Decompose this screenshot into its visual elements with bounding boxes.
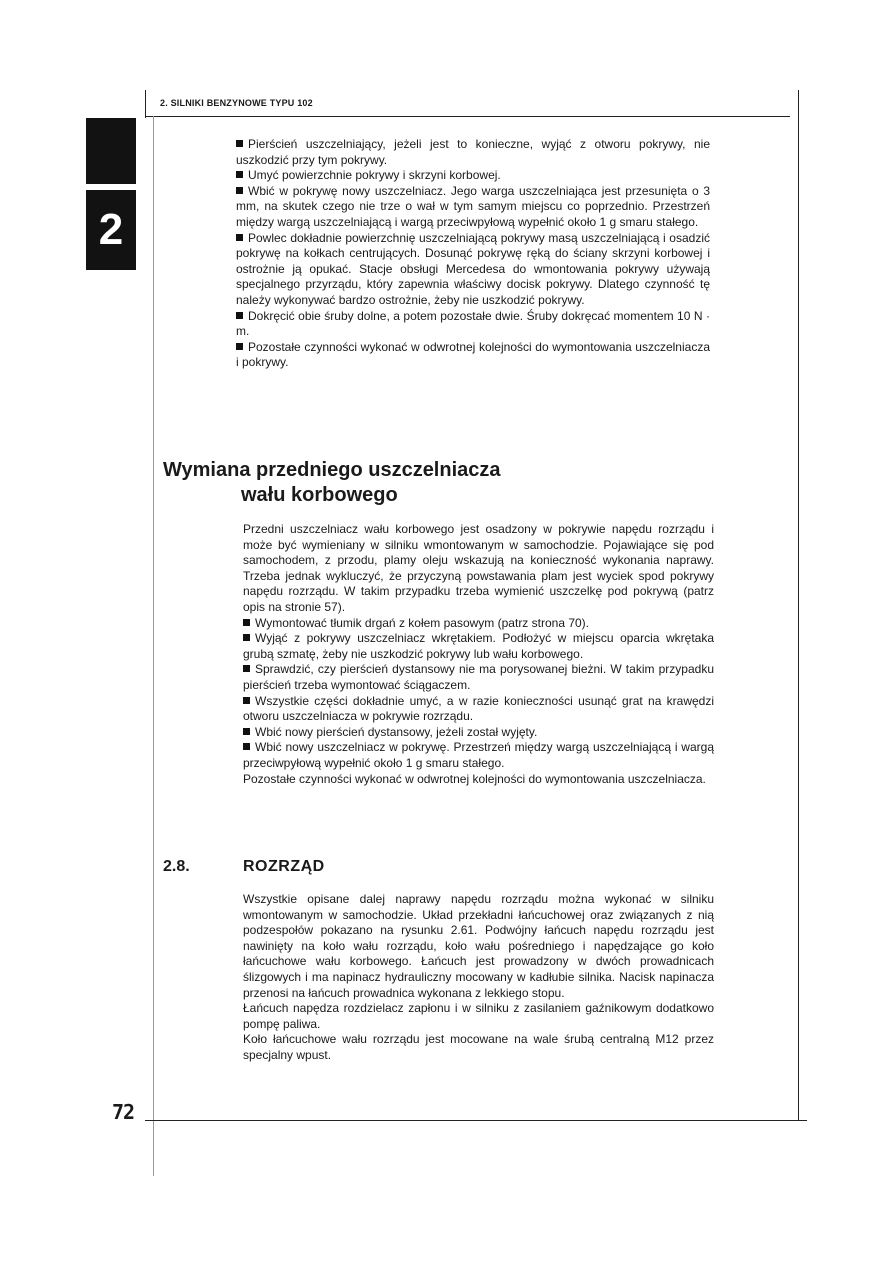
section-timing-text bbox=[243, 892, 714, 1064]
heading-line-1: Wymiana przedniego uszczelniacza bbox=[163, 459, 501, 481]
paragraph-text: Dokręcić obie śruby dolne, a potem pozostałe dwie. Śruby dokręcać momentem 10 N · m. bbox=[236, 308, 710, 339]
bullet-square-icon bbox=[243, 619, 250, 626]
bullet-square-icon bbox=[243, 665, 250, 672]
bullet-paragraph bbox=[243, 740, 714, 771]
paragraph-text: Koło łańcuchowe wału rozrządu jest mocowane na wale śrubą centralną M12 przez specjalny wpust. bbox=[243, 1032, 714, 1062]
section-heading bbox=[163, 458, 643, 508]
bullet-paragraph bbox=[243, 694, 714, 725]
paragraph-text: Wyjąć z pokrywy uszczelniacz wkrętakiem. Podłożyć w miejscu oparcia wkrętaka grubą szmatę, żeby nie uszkodzić pokrywy lub wału korbowego. bbox=[243, 631, 714, 661]
chapter-tab-decoration bbox=[86, 118, 136, 184]
bullet-square-icon bbox=[236, 234, 243, 241]
running-title: 2. SILNIKI BENZYNOWE TYPU 102 bbox=[160, 98, 313, 108]
bullet-square-icon bbox=[243, 697, 250, 704]
paragraph-text: Pozostałe czynności wykonać w odwrotnej kolejności do wymontowania uszczelniacza. bbox=[243, 771, 706, 786]
paragraph-text: Wszystkie opisane dalej naprawy napędu rozrządu można wykonać w silniku wmontowanym w samochodzie. Układ przekładni łańcuchowej oraz związanych z nią podzespołów pokazano na rysunku 2.61. Podwójny łańcuch napędu rozrządu jest nawinięty na koło wału rozrządu, koło wału pośredniego i napędzające go koło łańcuchowe wału korbowego. Łańcuch jest prowadzony w dwóch prowadnicach ślizgowych i ma napinacz hydrauliczny mocowany w kadłubie silnika. Nacisk napinacza przenosi na łańcuch prowadnica wykonana z lekkiego stopu. bbox=[243, 892, 714, 1000]
paragraph-text: Wszystkie części dokładnie umyć, a w razie konieczności usunąć grat na krawędzi otworu uszczelniacza w pokrywie rozrządu. bbox=[243, 693, 714, 724]
bullet-paragraph bbox=[236, 309, 710, 340]
paragraph-text: Pozostałe czynności wykonać w odwrotnej kolejności do wymontowania uszczelniacza i pokrywy. bbox=[236, 339, 710, 370]
heading-line-2: wału korbowego bbox=[241, 484, 398, 506]
bullet-paragraph bbox=[236, 137, 710, 168]
paragraph bbox=[243, 1032, 714, 1063]
bullet-paragraph bbox=[243, 616, 714, 632]
section-title: ROZRZĄD bbox=[243, 858, 325, 875]
paragraph-text: Umyć powierzchnie pokrywy i skrzyni korbowej. bbox=[248, 168, 501, 183]
bullet-square-icon bbox=[236, 187, 243, 194]
bullet-square-icon bbox=[243, 743, 250, 750]
bullet-paragraph bbox=[243, 631, 714, 662]
chapter-tab-number: 2 bbox=[86, 190, 136, 270]
bullet-square-icon bbox=[243, 634, 250, 641]
bullet-paragraph bbox=[236, 231, 710, 309]
section-number: 2.8. bbox=[163, 858, 190, 875]
paragraph-text: Wbić nowy pierścień dystansowy, jeżeli został wyjęty. bbox=[255, 724, 538, 739]
footer-rule bbox=[145, 1120, 807, 1121]
header-left-rule bbox=[145, 90, 146, 118]
bullet-paragraph bbox=[236, 168, 710, 184]
bullet-paragraph bbox=[243, 662, 714, 693]
bullet-square-icon bbox=[236, 312, 243, 319]
paragraph-text: Powlec dokładnie powierzchnię uszczelniającą pokrywy masą uszczelniającą i osadzić pokrywę na kołkach centrujących. Dosunąć pokrywę ręką do ściany skrzyni korbowej i ostrożnie ją opukać. Stacje obsługi Mercedesa do wmontowania pokrywy używają specjalnego przyrządu, który zapewnia właściwy docisk pokrywy. Dlatego czynność tę należy wykonywać bardzo ostrożnie, żeby nie uszkodzić pokrywy. bbox=[236, 230, 710, 307]
paragraph bbox=[243, 522, 714, 616]
section-seal-text bbox=[243, 522, 714, 787]
bullet-paragraph bbox=[243, 725, 714, 741]
left-margin-rule bbox=[153, 116, 154, 1176]
page-number: 72 bbox=[112, 1100, 135, 1124]
bullet-square-icon bbox=[236, 171, 243, 178]
paragraph-text: Przedni uszczelniacz wału korbowego jest osadzony w pokrywie napędu rozrządu i może być wymieniany w silniku wmontowanym w samochodzie. Pojawiające się pod samochodem, z przodu, plamy oleju wskazują na konieczność wykonania naprawy. Trzeba jednak wykluczyć, że przyczyną powstawania plam jest wyciek spod pokrywy napędu rozrządu. W takim przypadku trzeba wymienić uszczelkę pod pokrywą (patrz opis na stronie 57). bbox=[243, 522, 714, 614]
section-intro-text bbox=[236, 137, 710, 371]
bullet-square-icon bbox=[236, 140, 243, 147]
paragraph-text: Wbić w pokrywę nowy uszczelniacz. Jego warga uszczelniająca jest przesunięta o 3 mm, na skutek czego nie trze o wał w tym samym miejscu co poprzednio. Przestrzeń między wargą uszczelniającą i wargą przeciwpyłową wypełnić około 1 g smaru stałego. bbox=[236, 183, 710, 229]
paragraph-text: Wymontować tłumik drgań z kołem pasowym (patrz strona 70). bbox=[255, 615, 590, 630]
bullet-square-icon bbox=[243, 728, 250, 735]
paragraph bbox=[243, 892, 714, 1001]
paragraph-text: Łańcuch napędza rozdzielacz zapłonu i w silniku z zasilaniem gaźnikowym dodatkowo pompę paliwa. bbox=[243, 1001, 714, 1031]
paragraph-text: Wbić nowy uszczelniacz w pokrywę. Przestrzeń między wargą uszczelniającą i wargą przeciwpyłową wypełnić około 1 g smaru stałego. bbox=[243, 740, 714, 770]
header-rule bbox=[145, 116, 790, 117]
right-margin-rule bbox=[798, 90, 799, 1120]
paragraph-text: Sprawdzić, czy pierścień dystansowy nie ma porysowanej bieżni. W takim przypadku pierścień trzeba wymontować ściągaczem. bbox=[243, 662, 714, 692]
bullet-paragraph bbox=[236, 184, 710, 231]
paragraph bbox=[243, 1001, 714, 1032]
bullet-square-icon bbox=[236, 343, 243, 350]
paragraph bbox=[243, 772, 714, 788]
paragraph-text: Pierścień uszczelniający, jeżeli jest to konieczne, wyjąć z otworu pokrywy, nie uszkodzić przy tym pokrywy. bbox=[236, 137, 710, 167]
bullet-paragraph bbox=[236, 340, 710, 371]
